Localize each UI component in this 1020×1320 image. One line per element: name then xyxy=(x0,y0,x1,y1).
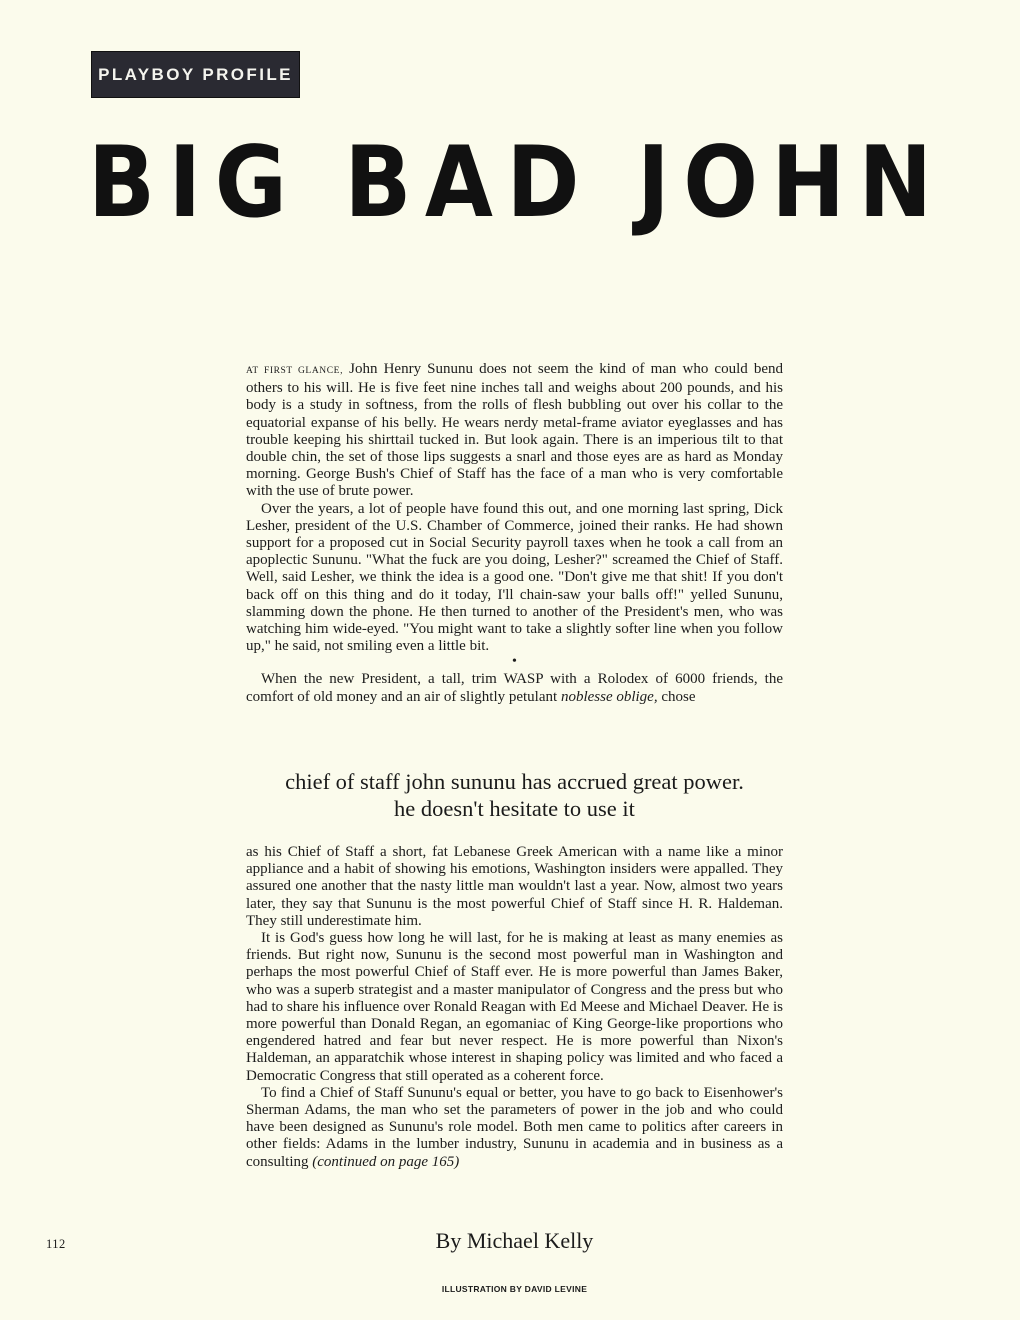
continued-note: (continued on page 165) xyxy=(312,1153,460,1170)
section-tag xyxy=(91,51,300,98)
lead-in: AT FIRST GLANCE, xyxy=(246,366,344,376)
paragraph-3 xyxy=(246,671,783,705)
page-number: 112 xyxy=(46,1237,66,1251)
paragraph-3-italic: noblesse oblige, xyxy=(560,688,658,705)
pull-quote-line-1: chief of staff john sununu has accrued great power. xyxy=(285,769,744,794)
article-column-bottom xyxy=(246,844,783,1171)
paragraph-1 xyxy=(246,361,783,501)
paragraph-1-text: John Henry Sununu does not seem the kind of man who could bend others to his will. He is five feet nine inches tall and weighs about 200 pounds, and his body is a study in softness, from the rolls of flesh bubbling out over his collar to the equatorial expanse of his belly. He wears nerdy metal-frame aviator eyeglasses and has trouble keeping his shirttail tucked in. But look again. There is an imperious tilt to that double chin, the set of those lips suggests a snarl and those eyes are as hard as Monday morning. George Bush's Chief of Staff has the face of a man who is very comfortable with the use of brute power. xyxy=(246,361,784,500)
byline: By Michael Kelly xyxy=(435,1228,594,1253)
pull-quote-line-2: he doesn't hesitate to use it xyxy=(394,796,635,821)
article-column-top xyxy=(246,361,783,706)
section-bullet: • xyxy=(512,654,517,670)
pull-quote xyxy=(246,768,783,822)
section-tag-label: PLAYBOY PROFILE xyxy=(98,64,293,84)
paragraph-3-start: When the new President, a tall, trim WASP with a Rolodex of 6000 friends, the comfort of old money and an air of slightly petulant xyxy=(246,671,783,705)
paragraph-2: Over the years, a lot of people have found this out, and one morning last spring, Dick Lesher, president of the U.S. Chamber of Commerce, joined their ranks. He had shown support for a proposed cut in Social Security payroll taxes when he took a call from an apoplectic Sununu. "What the fuck are you doing, Lesher?" screamed the Chief of Staff. Well, said Lesher, we think the idea is a good one. "Don't give me that shit! If you don't back off on this thing and do it today, I'll chain-saw your balls off!" yelled Sununu, slamming down the phone. He then turned to another of the President's men, who was watching him wide-eyed. "You might want to take a slightly softer line when you follow up," he said, not smiling even a little bit. xyxy=(246,500,783,655)
headline: BIG BAD JOHN xyxy=(88,126,946,240)
paragraph-4: as his Chief of Staff a short, fat Lebanese Greek American with a name like a minor appliance and a habit of showing his emotions, Washington insiders were appalled. They assured one another that the nasty little man wouldn't last a year. Now, almost two years later, they say that Sununu is the most powerful Chief of Staff since H. R. Haldeman. They still underestimate him. xyxy=(246,844,783,929)
paragraph-6-text: To find a Chief of Staff Sununu's equal or better, you have to go back to Eisenhower's Sherman Adams, the man who set the parameters of power in the job and who could have been designed as Sununu's role model. Both men came to politics after careers in other fields: Adams in the lumber industry, Sununu in academia and in business as a consulting xyxy=(246,1084,783,1170)
illustration-credit: ILLUSTRATION BY DAVID LEVINE xyxy=(441,1284,588,1294)
paragraph-6 xyxy=(246,1085,783,1171)
paragraph-3-end: chose xyxy=(657,688,696,705)
paragraph-5: It is God's guess how long he will last, for he is making at least as many enemies as friends. But right now, Sununu is the second most powerful man in Washington and perhaps the most powerful Chief of Staff ever. He is more powerful than James Baker, who was a superb strategist and a master manipulator of Congress and the press but who had to share his influence over Ronald Reagan with Ed Meese and Michael Deaver. He is more powerful than Donald Regan, an egomaniac of King George-like proportions who engendered hatred and fear but never respect. He is more powerful than Nixon's Haldeman, an apparatchik whose interest in shaping policy was limited and who faced a Democratic Congress that still operated as a coherent force. xyxy=(246,930,783,1084)
